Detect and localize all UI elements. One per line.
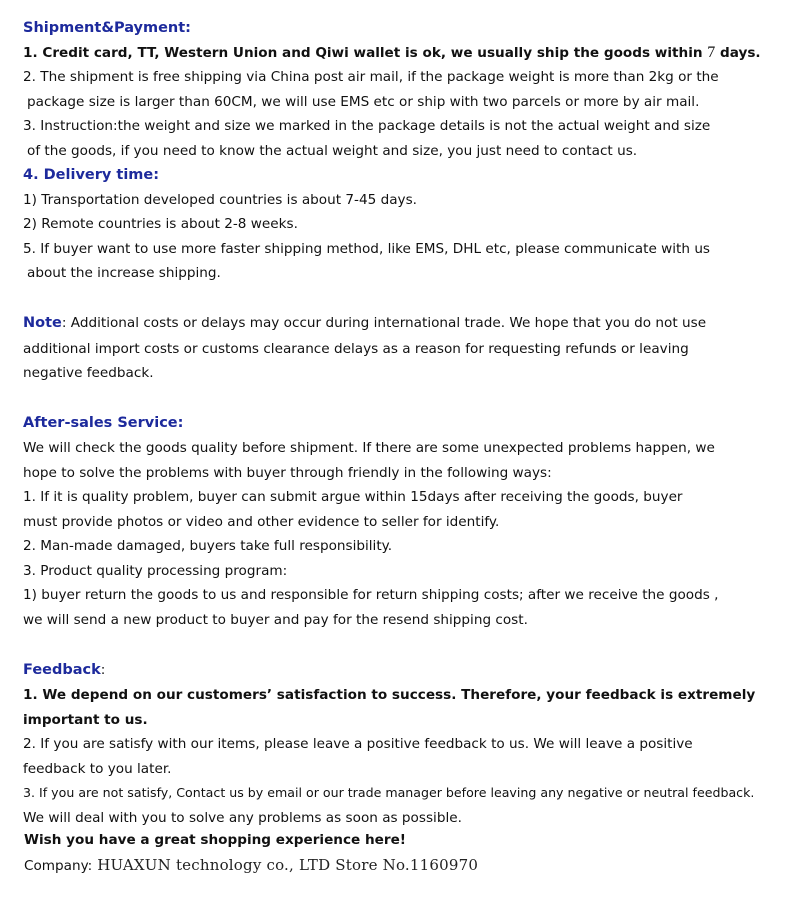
feedback-line-6: We will deal with you to solve any problems as soon as possible. <box>23 810 462 826</box>
after-sales-line-4: must provide photos or video and other evidence to seller for identify. <box>23 514 500 530</box>
closing-wish: Wish you have a great shopping experience here! <box>24 832 406 848</box>
after-sales-line-7: 1) buyer return the goods to us and responsible for return shipping costs; after we receive the goods , <box>23 587 719 603</box>
after-sales-line-3: 1. If it is quality problem, buyer can submit argue within 15days after receiving the goods, buyer <box>23 489 683 505</box>
delivery-heading: 4. Delivery time: <box>23 167 160 183</box>
shipment-line-1: 1. Credit card, TT, Western Union and Qiwi wallet is ok, we usually ship the goods within 7 days. <box>23 44 761 61</box>
feedback-line-2: important to us. <box>23 712 148 728</box>
delivery-line-2: 2) Remote countries is about 2-8 weeks. <box>23 216 298 232</box>
feedback-line-5: 3. If you are not satisfy, Contact us by email or our trade manager before leaving any negative or neutral feedback. <box>23 785 755 800</box>
shipment-line-4: 3. Instruction:the weight and size we marked in the package details is not the actual weight and size <box>23 118 711 134</box>
shipment-line-2: 2. The shipment is free shipping via China post air mail, if the package weight is more than 2kg or the <box>23 69 719 85</box>
feedback-line-3: 2. If you are satisfy with our items, please leave a positive feedback to us. We will leave a positive <box>23 736 693 752</box>
note-line-3: negative feedback. <box>23 365 154 381</box>
feedback-line-4: feedback to you later. <box>23 761 172 777</box>
company-label: Company: <box>24 858 93 874</box>
delivery-line-3: 5. If buyer want to use more faster shipping method, like EMS, DHL etc, please communicate with us <box>23 241 711 257</box>
company-value: HUAXUN technology co., LTD Store No.1160970 <box>92 856 479 874</box>
after-sales-line-5: 2. Man-made damaged, buyers take full responsibility. <box>23 538 393 554</box>
feedback-heading: Feedback: <box>23 662 106 678</box>
note-label: Note <box>23 315 62 331</box>
note-line-1: Note: Additional costs or delays may occur during international trade. We hope that you do not use <box>23 315 707 331</box>
shipment-line-3: package size is larger than 60CM, we will use EMS etc or ship with two parcels or more by air mail. <box>27 94 700 110</box>
note-line-2: additional import costs or customs clearance delays as a reason for requesting refunds or leaving <box>23 341 689 357</box>
shipment-heading: Shipment&Payment: <box>23 20 191 36</box>
company-line <box>24 856 478 875</box>
after-sales-line-2: hope to solve the problems with buyer through friendly in the following ways: <box>23 465 552 481</box>
feedback-line-1: 1. We depend on our customers’ satisfaction to success. Therefore, your feedback is extremely <box>23 687 756 703</box>
after-sales-line-8: we will send a new product to buyer and pay for the resend shipping cost. <box>23 612 528 628</box>
after-sales-line-1: We will check the goods quality before shipment. If there are some unexpected problems happen, we <box>23 440 715 456</box>
after-sales-line-6: 3. Product quality processing program: <box>23 563 288 579</box>
delivery-line-4: about the increase shipping. <box>27 265 221 281</box>
shipment-line-5: of the goods, if you need to know the actual weight and size, you just need to contact us. <box>27 143 638 159</box>
after-sales-heading: After-sales Service: <box>23 415 184 431</box>
delivery-line-1: 1) Transportation developed countries is about 7-45 days. <box>23 192 417 208</box>
